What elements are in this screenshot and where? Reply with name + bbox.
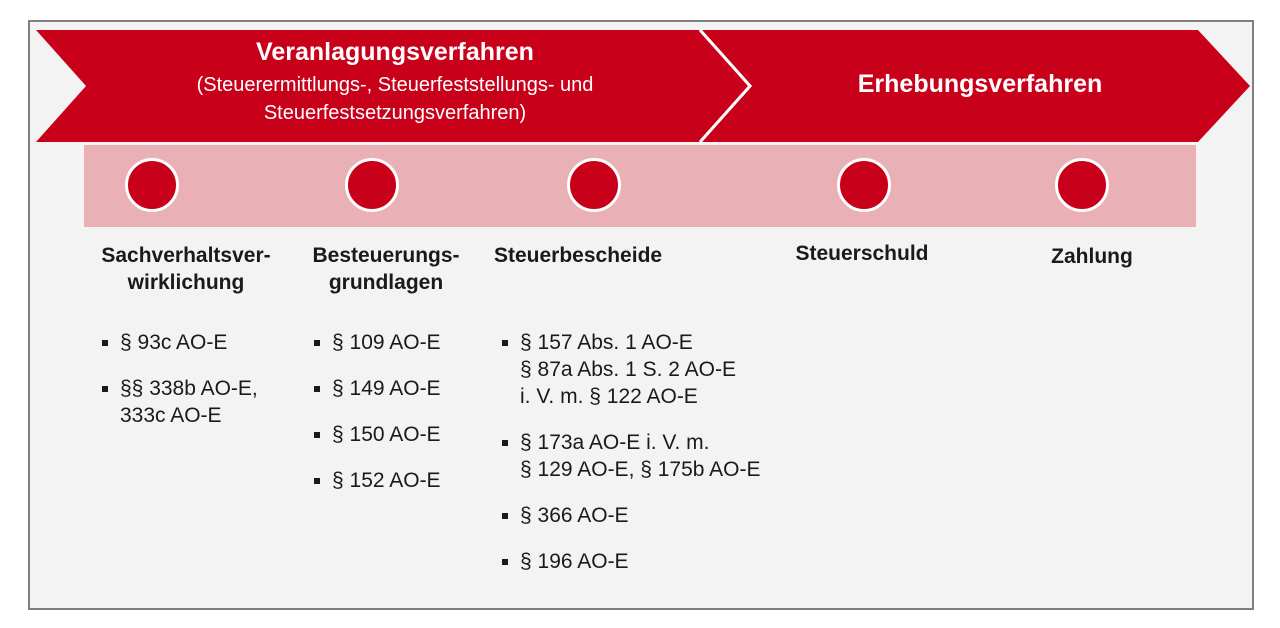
list-item: [312, 421, 492, 448]
bullet-icon: [314, 386, 320, 392]
header-right-title: Erhebungsverfahren: [857, 70, 1103, 98]
list-item: [312, 329, 492, 356]
list-item-text: § 366 AO-E: [520, 504, 629, 527]
header-left-title: Veranlagungsverfahren: [256, 38, 534, 66]
bullet-icon: [102, 386, 108, 392]
column-title-sachverhalt: Sachverhaltsver- wirklichung: [101, 244, 271, 294]
list-item: [312, 467, 492, 494]
timeline-band: [84, 145, 1196, 227]
bullet-icon: [502, 340, 508, 346]
header-left-subtitle: (Steuerermittlungs-, Steuerfeststellungs- und Steuerfestsetzungsverfahren): [196, 74, 594, 124]
list-item-text: § 149 AO-E: [332, 377, 441, 400]
list-item-text: § 173a AO-E i. V. m. § 129 AO-E, § 175b AO-E: [520, 431, 761, 481]
bullet-icon: [314, 478, 320, 484]
bullet-icon: [502, 559, 508, 565]
milestone-dot-5: [1055, 158, 1109, 212]
milestone-dot-3: [567, 158, 621, 212]
milestone-dot-1: [125, 158, 179, 212]
list-item: [100, 329, 300, 356]
column-title-steuerbescheide: Steuerbescheide: [494, 244, 663, 267]
list-item: [500, 429, 820, 483]
list-item: [312, 375, 492, 402]
list-item-text: § 157 Abs. 1 AO-E § 87a Abs. 1 S. 2 AO-E i. V. m. § 122 AO-E: [520, 331, 736, 408]
list-besteuerung: [312, 329, 492, 513]
bullet-icon: [502, 513, 508, 519]
header-right: [780, 70, 1180, 99]
list-item: [500, 548, 820, 575]
list-item-text: §§ 338b AO-E, 333c AO-E: [120, 377, 258, 427]
column-title-zahlung: Zahlung: [1051, 245, 1133, 268]
column-title-steuerschuld: Steuerschuld: [795, 242, 929, 265]
list-steuerbescheide: [500, 329, 820, 594]
milestone-dot-2: [345, 158, 399, 212]
bullet-icon: [314, 432, 320, 438]
list-item-text: § 150 AO-E: [332, 423, 441, 446]
bullet-icon: [102, 340, 108, 346]
list-item-text: § 152 AO-E: [332, 469, 441, 492]
list-item: [500, 329, 820, 410]
list-item-text: § 196 AO-E: [520, 550, 629, 573]
list-item-text: § 93c AO-E: [120, 331, 228, 354]
milestone-dot-4: [837, 158, 891, 212]
list-sachverhalt: [100, 329, 300, 448]
header-left: [100, 38, 690, 127]
list-item: [100, 375, 300, 429]
bullet-icon: [314, 340, 320, 346]
bullet-icon: [502, 440, 508, 446]
column-title-besteuerung: Besteuerungs- grundlagen: [312, 244, 460, 294]
list-item-text: § 109 AO-E: [332, 331, 441, 354]
list-item: [500, 502, 820, 529]
